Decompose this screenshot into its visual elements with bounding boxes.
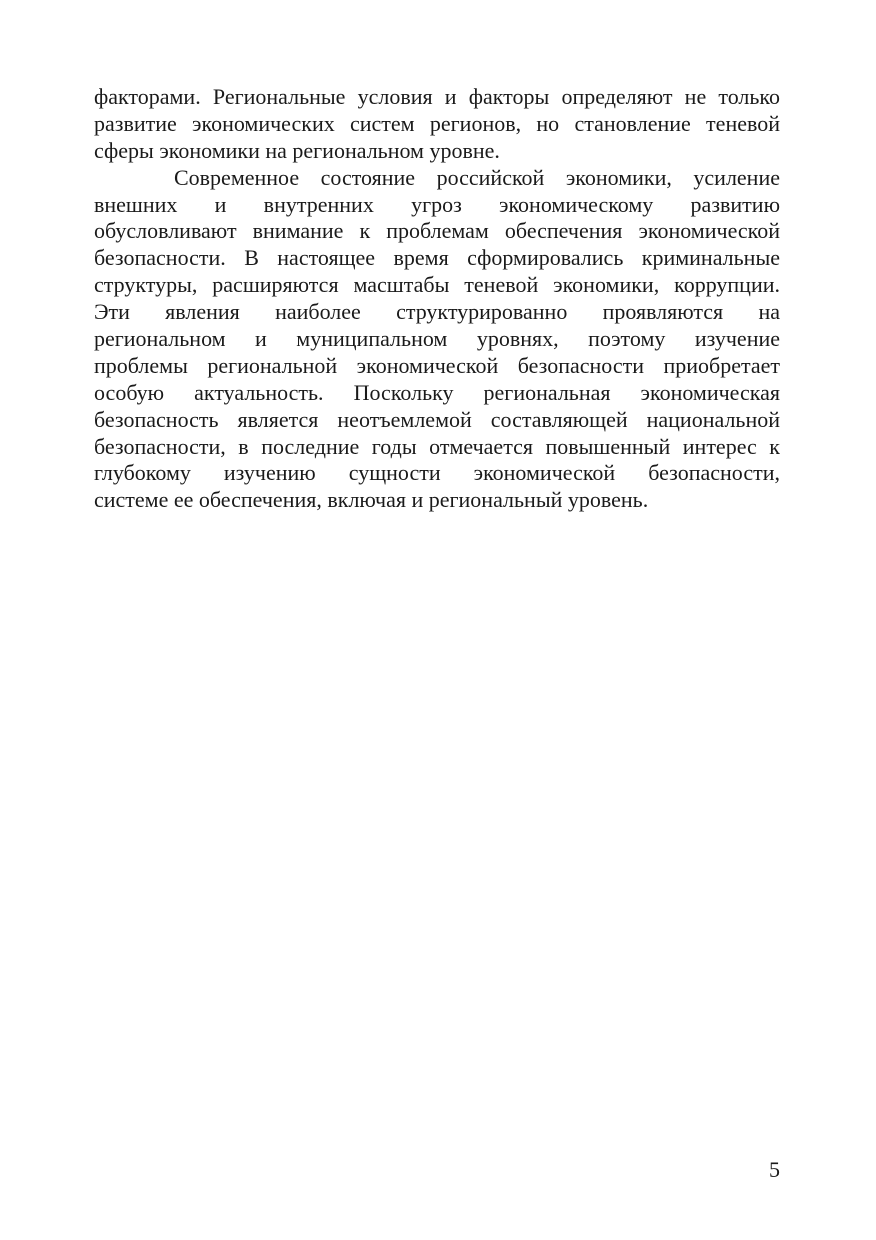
text-line: проблемы региональной экономической безопасности приобретает bbox=[94, 352, 780, 378]
text-line: Эти явления наиболее структурированно проявляются на bbox=[94, 299, 780, 325]
text-line: структуры, расширяются масштабы теневой экономики, коррупции. bbox=[94, 272, 780, 298]
text-line: региональном и муниципальном уровнях, поэтому изучение bbox=[94, 326, 780, 352]
text-line: развитие экономических систем регионов, но становление теневой bbox=[94, 110, 780, 136]
text-line: обусловливают внимание к проблемам обеспечения экономической bbox=[94, 218, 780, 244]
text-line: внешних и внутренних угроз экономическому развитию bbox=[94, 191, 780, 217]
body-text bbox=[94, 84, 780, 514]
text-line: безопасность является неотъемлемой составляющей национальной bbox=[94, 406, 780, 432]
page-number: 5 bbox=[769, 1157, 780, 1182]
text-line: сферы экономики на региональном уровне. bbox=[94, 137, 500, 163]
text-line: особую актуальность. Поскольку региональная экономическая bbox=[94, 379, 780, 405]
paragraph-1 bbox=[94, 84, 780, 165]
paragraph-2 bbox=[94, 165, 780, 515]
text-line: безопасности, в последние годы отмечается повышенный интерес к bbox=[94, 433, 780, 459]
text-line: Современное состояние российской экономики, усиление bbox=[174, 164, 780, 190]
text-line: системе ее обеспечения, включая и региональный уровень. bbox=[94, 487, 649, 513]
text-line: глубокому изучению сущности экономической безопасности, bbox=[94, 460, 780, 486]
text-line: безопасности. В настоящее время сформировались криминальные bbox=[94, 245, 780, 271]
text-line: факторами. Региональные условия и факторы определяют не только bbox=[94, 84, 780, 109]
